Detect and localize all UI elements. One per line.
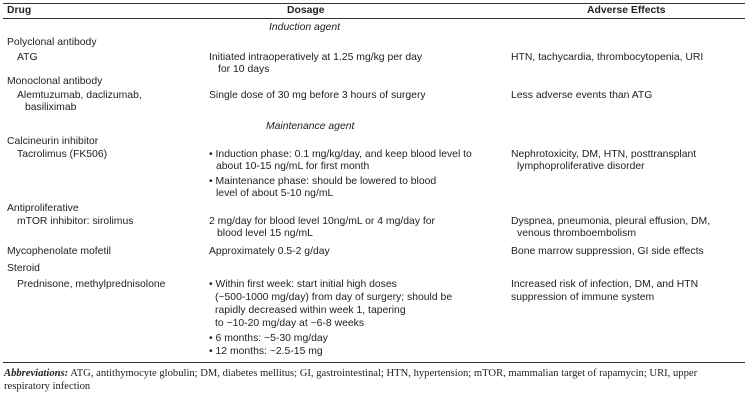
drug-names: Alemtuzumab, daclizumab, xyxy=(17,90,142,101)
dosage-line: • 6 months: ~5-30 mg/day xyxy=(209,333,328,344)
footnote-label: Abbreviations: xyxy=(4,368,69,379)
dosage-line: • Within first week: start initial high doses xyxy=(209,279,397,290)
header-adverse-effects: Adverse Effects xyxy=(587,5,666,16)
dosage-line: Approximately 0.5-2 g/day xyxy=(209,246,330,257)
adverse-line: HTN, tachycardia, thrombocytopenia, URI xyxy=(511,52,704,63)
dosage-line: Single dose of 30 mg before 3 hours of surgery xyxy=(209,90,426,101)
adverse-line: Less adverse events than ATG xyxy=(511,90,653,101)
drug-names: ATG xyxy=(17,52,38,63)
header-rule xyxy=(3,18,745,19)
dosage-line: blood level 15 ng/mL xyxy=(217,228,313,239)
adverse-line: Nephrotoxicity, DM, HTN, posttransplant xyxy=(511,149,697,160)
adverse-line: Dyspnea, pneumonia, pleural effusion, DM, xyxy=(511,216,711,227)
adverse-line: Bone marrow suppression, GI side effects xyxy=(511,246,704,257)
header-dosage: Dosage xyxy=(287,5,325,16)
dosage-line: for 10 days xyxy=(218,64,270,75)
drug-names: Prednisone, methylprednisolone xyxy=(17,279,166,290)
dosage-line: about 10-15 ng/mL for first month xyxy=(216,161,370,172)
footnote xyxy=(4,367,744,393)
section-induction: Induction agent xyxy=(269,22,341,33)
dosage-line: • 12 months: ~2.5-15 mg xyxy=(209,346,323,357)
dosage-line: • Maintenance phase: should be lowered to blood xyxy=(209,176,437,187)
dosage-line: • Induction phase: 0.1 mg/kg/day, and keep blood level to xyxy=(209,149,472,160)
adverse-line: venous thromboembolism xyxy=(517,228,636,239)
adverse-line: suppression of immune system xyxy=(511,292,655,303)
header-drug: Drug xyxy=(7,5,32,16)
dosage-line: 2 mg/day for blood level 10ng/mL or 4 mg/day for xyxy=(209,216,436,227)
section-maintenance: Maintenance agent xyxy=(266,121,355,132)
drug-category: Mycophenolate mofetil xyxy=(7,246,111,257)
drug-category: Calcineurin inhibitor xyxy=(7,136,99,147)
drug-names: Tacrolimus (FK506) xyxy=(17,149,108,160)
dosage-line: level of about 5-10 ng/mL xyxy=(216,188,334,199)
footnote-text: ATG, antithymocyte globulin; DM, diabetes mellitus; GI, gastrointestinal; HTN, hypertension; mTOR, mammalian target of rapamycin; URI, upper respiratory infection xyxy=(4,368,698,392)
dosage-line: rapidly decreased within week 1, tapering xyxy=(215,305,406,316)
drug-names: basiliximab xyxy=(25,102,77,113)
bottom-rule xyxy=(3,362,745,363)
top-rule xyxy=(3,3,745,4)
dosage-line: Initiated intraoperatively at 1.25 mg/kg per day xyxy=(209,52,423,63)
drug-category: Antiproliferative xyxy=(7,203,79,214)
drug-category: Monoclonal antibody xyxy=(7,76,103,87)
dosage-line: to ~10-20 mg/day at ~6-8 weeks xyxy=(215,318,365,329)
adverse-line: lymphoproliferative disorder xyxy=(517,161,645,172)
dosage-line: (~500-1000 mg/day) from day of surgery; should be xyxy=(215,292,453,303)
adverse-line: Increased risk of infection, DM, and HTN xyxy=(511,279,699,290)
drug-category: Polyclonal antibody xyxy=(7,37,97,48)
drug-names: mTOR inhibitor: sirolimus xyxy=(17,216,134,227)
drug-category: Steroid xyxy=(7,263,40,274)
